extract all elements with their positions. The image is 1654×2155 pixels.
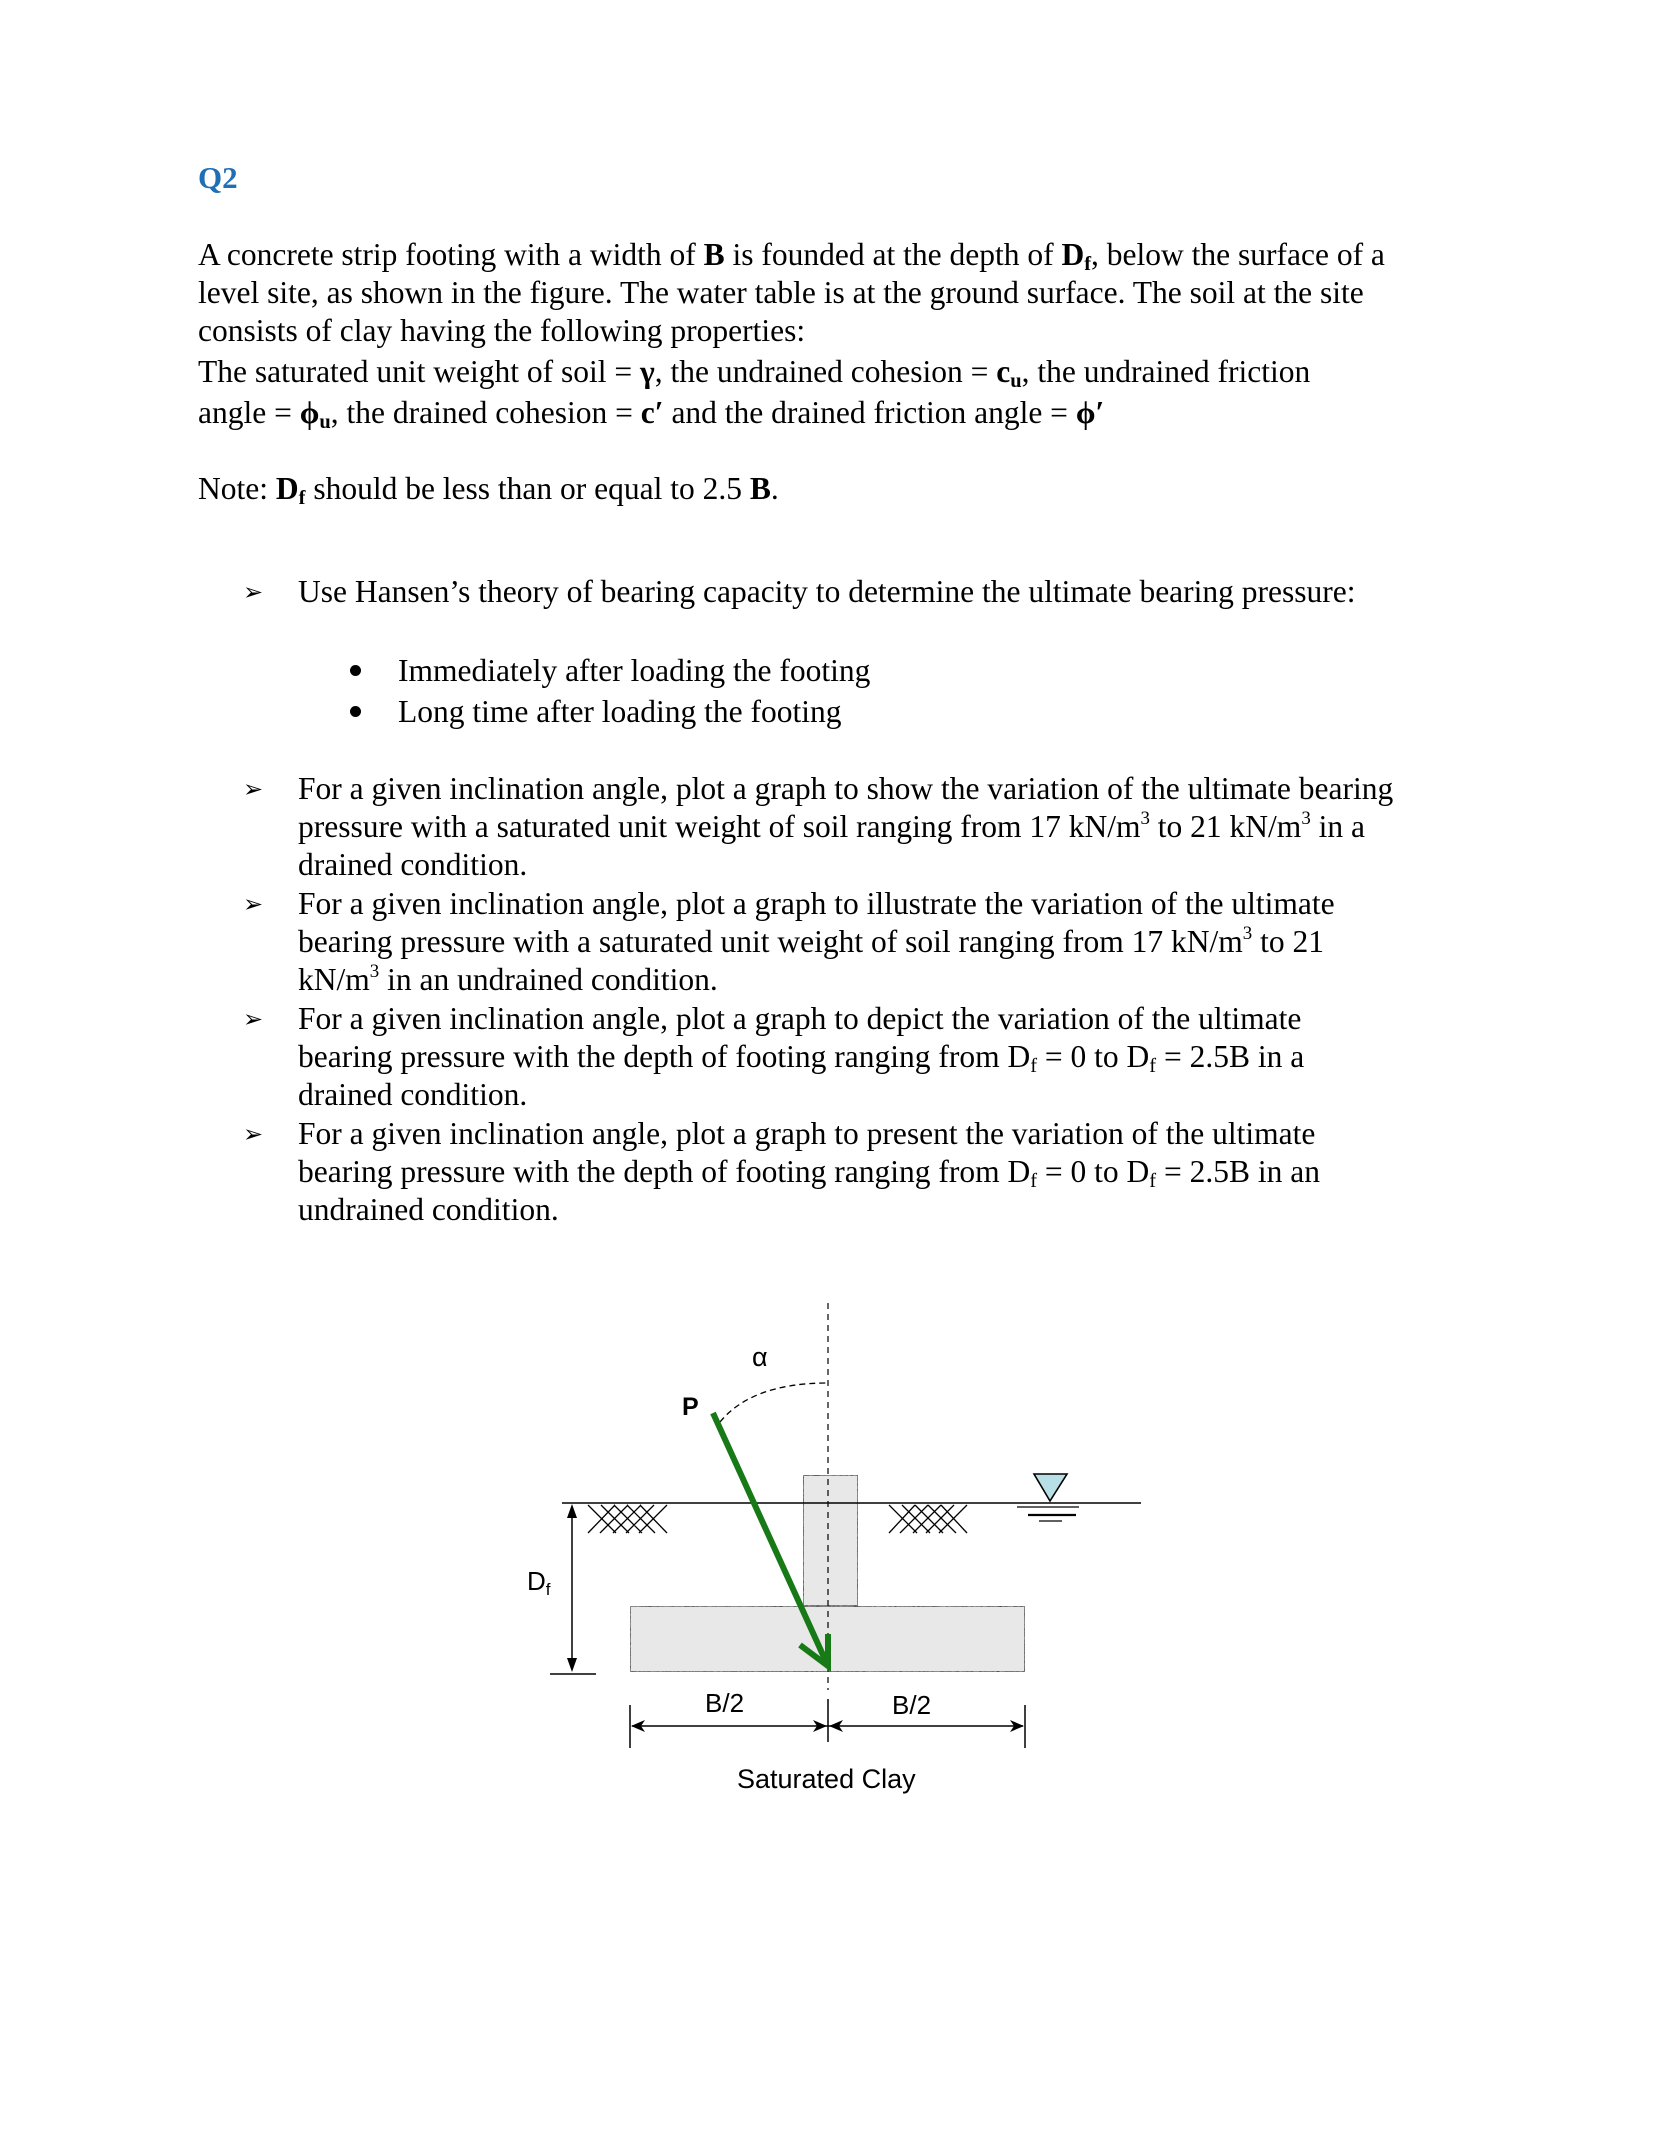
question-title: Q2 <box>198 160 238 195</box>
arrow-bullet-icon: ➢ <box>243 1120 264 1148</box>
arrow-bullet-icon: ➢ <box>243 775 264 803</box>
arrow-bullet-icon: ➢ <box>243 1005 264 1033</box>
task-text: drained condition. <box>298 847 528 882</box>
sub-item: Long time after loading the footing <box>398 694 842 729</box>
text: and the drained friction angle = <box>663 395 1076 430</box>
task-text: bearing pressure with the depth of footing ranging from $D_f = 0$ to $D_f = 2.5B$ in an <box>298 1154 1321 1193</box>
task-text: For a given inclination angle, plot a graph to illustrate the variation of the ultimate <box>298 886 1335 921</box>
text: , the undrained friction <box>1021 354 1311 389</box>
ground-hatch-right <box>889 1505 967 1533</box>
water-table-icon <box>1017 1474 1079 1521</box>
angle-label: α <box>752 1342 768 1372</box>
depth-symbol: $D_f$ <box>1061 237 1092 276</box>
footing-column <box>803 1475 858 1606</box>
width-dimension <box>630 1699 1025 1748</box>
depth-label: Df <box>527 1566 551 1599</box>
task-text: bearing pressure with a saturated unit weight of soil ranging from 17 $kN/m^3$ to 21 <box>298 922 1325 959</box>
undrained-friction-symbol: $\phi_u$ <box>299 395 331 434</box>
task-text: For a given inclination angle, plot a graph to depict the variation of the ultimate <box>298 1001 1302 1036</box>
task-text: pressure with a saturated unit weight of soil ranging from 17 $kN/m^3$ to 21 $kN/m^3$ in a <box>298 807 1365 844</box>
task-text: $kN/m^3$ in an undrained condition. <box>298 960 718 997</box>
text: , below the surface of a <box>1091 237 1385 272</box>
task-text: Use Hansen’s theory of bearing capacity to determine the ultimate bearing pressure: <box>298 574 1356 609</box>
text: . <box>770 471 779 506</box>
width-symbol: B <box>749 471 771 506</box>
unit-weight-symbol: γ <box>640 354 655 389</box>
soil-label: Saturated Clay <box>737 1764 916 1794</box>
drained-cohesion-symbol: c′ <box>640 395 664 430</box>
half-width-left-label: B/2 <box>705 1688 745 1718</box>
depth-symbol: $D_f$ <box>275 471 306 510</box>
half-width-right-label: B/2 <box>892 1690 932 1720</box>
load-label: P <box>682 1393 699 1421</box>
task-text: For a given inclination angle, plot a graph to present the variation of the ultimate <box>298 1116 1316 1151</box>
note-label: Note: <box>198 471 276 506</box>
depth-dimension <box>550 1504 596 1674</box>
task-text: undrained condition. <box>298 1192 559 1227</box>
text: , the undrained cohesion = <box>654 354 997 389</box>
task-text: drained condition. <box>298 1077 528 1112</box>
task-text: For a given inclination angle, plot a graph to show the variation of the ultimate bearing <box>298 771 1394 806</box>
text: is founded at the depth of <box>724 237 1062 272</box>
width-symbol: B <box>703 237 725 272</box>
task-text: bearing pressure with the depth of footing ranging from $D_f = 0$ to $D_f = 2.5B$ in a <box>298 1039 1305 1078</box>
sub-item: Immediately after loading the footing <box>398 653 871 688</box>
inclination-angle-arc <box>720 1383 828 1422</box>
drained-friction-symbol: ϕ′ <box>1075 395 1105 430</box>
text: A concrete strip footing with a width of <box>198 237 704 272</box>
arrow-bullet-icon: ➢ <box>243 890 264 918</box>
undrained-cohesion-symbol: $c_u$ <box>996 354 1022 393</box>
intro-line-2: level site, as shown in the figure. The water table is at the ground surface. The soil at the site <box>198 275 1364 310</box>
arrow-bullet-icon: ➢ <box>243 578 264 606</box>
intro-line-3: consists of clay having the following properties: <box>198 313 806 348</box>
text: should be less than or equal to 2.5 <box>305 471 750 506</box>
text: angle = <box>198 395 300 430</box>
ground-hatch-left <box>588 1505 667 1533</box>
text: , the drained cohesion = <box>330 395 641 430</box>
text: The saturated unit weight of soil = <box>198 354 641 389</box>
